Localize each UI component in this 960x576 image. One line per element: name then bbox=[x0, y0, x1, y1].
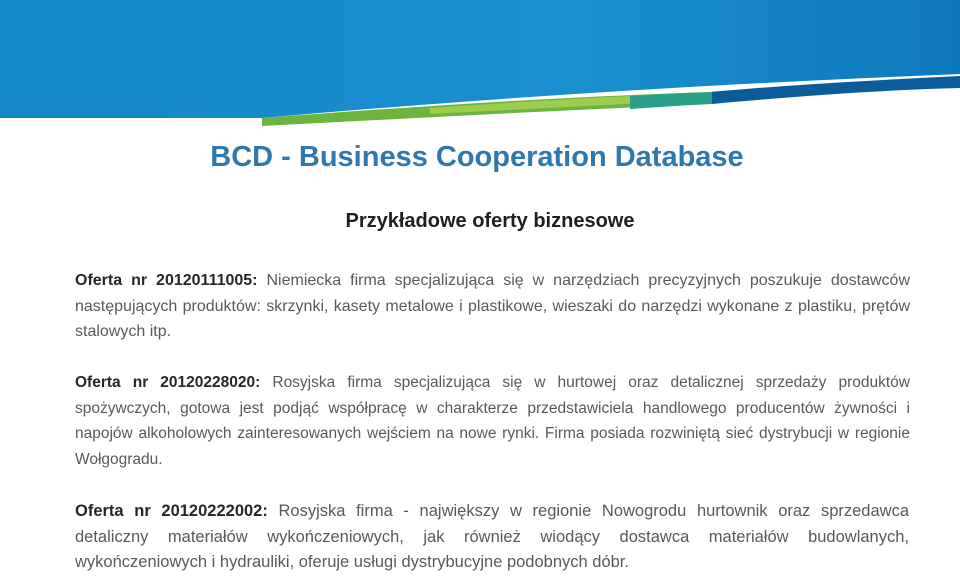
offer-text: Rosyjska firma specjalizująca się w hurtowej oraz detalicznej sprzedaży produktów spożywczych, gotowa jest podjąć współpracę w charakterze przedstawiciela handlowego producentów żywności i napojów alkoholowych zainteresowanych wejściem na nowe rynki. Firma posiada rozwiniętą sieć dystrybucji w regionie Wołgogradu. bbox=[75, 374, 910, 468]
offer-label: Oferta nr 20120222002: bbox=[75, 502, 268, 520]
offer-label: Oferta nr 20120228020: bbox=[75, 374, 261, 391]
offer-paragraph bbox=[75, 370, 910, 472]
offer-label: Oferta nr 20120111005: bbox=[75, 272, 258, 289]
offer-paragraph bbox=[75, 499, 909, 576]
offer-paragraph bbox=[75, 268, 910, 345]
page-title: BCD - Business Cooperation Database bbox=[210, 141, 744, 173]
offer-text: Niemiecka firma specjalizująca się w narzędziach precyzyjnych poszukuje dostawców następujących produktów: skrzynki, kasety metalowe i plastikowe, wieszaki do narzędzi wykonane z plastiku, prętów stalowych itp. bbox=[75, 272, 911, 340]
banner-blue-band bbox=[0, 0, 960, 118]
header-banner bbox=[0, 0, 960, 130]
page-subtitle: Przykładowe oferty biznesowe bbox=[345, 210, 635, 232]
offer-text: Rosyjska firma - największy w regionie Nowogrodu hurtownik oraz sprzedawca detaliczny materiałów wykończeniowych, jak również wiodący dostawca materiałów budowlanych, wykończeniowych i hydrauliki, oferuje usługi dystrybucyjne podobnych dóbr. bbox=[75, 502, 910, 571]
